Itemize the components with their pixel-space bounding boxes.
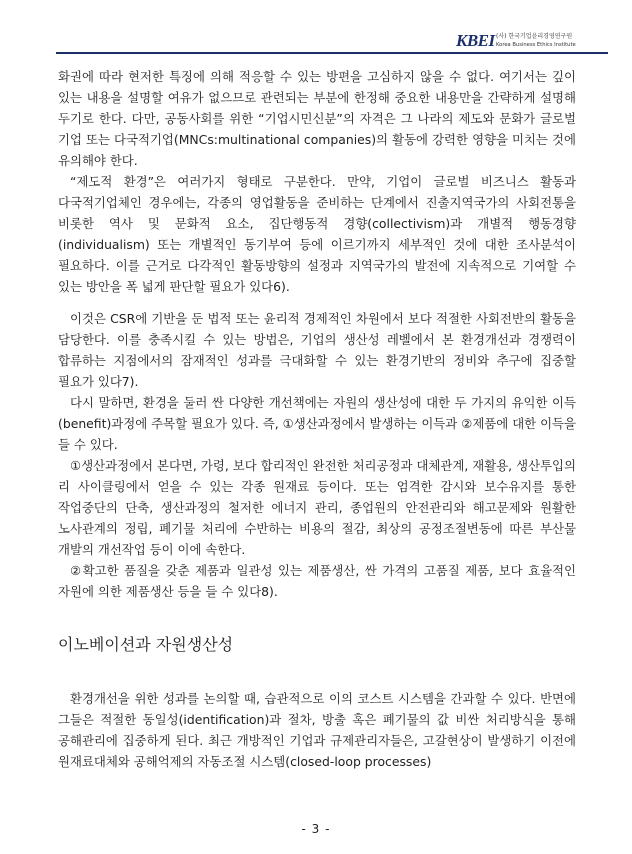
paragraph: 환경개선을 위한 성과를 논의할 때, 습관적으로 이의 코스트 시스템을 간과할 수 있다. 반면에 그들은 적절한 동일성(identification)과 절차, 방출 혹은 폐기물의 값 비싼 처리방식을 통해 공해관리에 집중하게 된다. 최근 개방적인 기업과 규제관리자들은, 고갈현상이 발생하기 이전에 원재료대체와 공해억제의 자동조절 시스템(closed-loop processes) xyxy=(58,691,576,769)
paragraph: 다시 말하면, 환경을 둘러 싼 다양한 개선책에는 자원의 생산성에 대한 두 가지의 유익한 이득(benefit)과정에 주목할 필요가 있다. 즉, ①생산과정에서 발생하는 이득과 ②제품에 대한 이득을 들 수 있다. xyxy=(58,395,576,452)
paragraph: 화권에 따라 현저한 특징에 의해 적응할 수 있는 방편을 고심하지 않을 수 없다. 여기서는 깊이 있는 내용을 설명할 여유가 없으므로 관련되는 부분에 한정해 중요한 내용만을 간략하게 설명해 두기로 한다. 다만, 공동사회를 위한 “기업시민신분”의 자격은 그 나라의 제도와 문화가 글로벌 기업 또는 다국적기업(MNCs:multinational companies)의 활동에 강력한 영향을 미치는 것에 유의해야 한다. xyxy=(58,69,576,168)
paragraph: “제도적 환경”은 여러가지 형태로 구분한다. 만약, 기업이 글로벌 비즈니스 활동과 다국적기업체인 경우에는, 각종의 영업활동을 준비하는 단계에서 진출지역국가의 사회전통을 비롯한 역사 및 문화적 요소, 집단행동적 경향(collectivism)과 개별적 행동경향(individualism) 또는 개별적인 동기부여 등에 이르기까지 세부적인 것에 대한 조사분석이 필요하다. 이를 근거로 다각적인 활동방향의 설정과 지역국가의 발전에 지속적으로 기여할 수 있는 방안을 폭 넓게 판단할 필요가 있다6). xyxy=(58,174,576,294)
paragraph: ②확고한 품질을 갖춘 제품과 일관성 있는 제품생산, 싼 가격의 고품질 제품, 보다 효율적인 자원에 의한 제품생산 등을 들 수 있다8). xyxy=(58,563,576,599)
header-logo xyxy=(456,30,606,52)
text-block-3 xyxy=(58,688,576,772)
text-block-2 xyxy=(58,308,576,602)
section-title: 이노베이션과 자원생산성 xyxy=(58,635,234,654)
text-block-1 xyxy=(58,66,576,297)
kbei-logo-mark: KBEI xyxy=(456,31,495,50)
header-rule xyxy=(56,52,608,54)
page-number: - 3 - xyxy=(301,822,331,836)
paragraph: 이것은 CSR에 기반을 둔 법적 또는 윤리적 경제적인 차원에서 보다 적절한 사회전반의 활동을 담당한다. 이를 충족시킬 수 있는 방법은, 기업의 생산성 레벨에서 본 환경개선과 경쟁력이 합류하는 지점에서의 잠재적인 성과를 극대화할 수 있는 환경기반의 정비와 추구에 집중할 필요가 있다7). xyxy=(58,311,576,389)
org-name-korean: (사) 한국기업윤리경영연구원 xyxy=(496,33,573,40)
paragraph: ①생산과정에서 본다면, 가령, 보다 합리적인 완전한 처리공정과 대체관계, 재활용, 생산투입의 리 사이클링에서 얻을 수 있는 각종 원재료 등이다. 또는 엄격한 감시와 보수유지를 통한 작업중단의 단축, 생산과정의 철저한 에너지 관리, 종업원의 안전관리와 해고문제와 원활한 노사관계의 정립, 폐기물 처리에 수반하는 비용의 절감, 최상의 공정조절변동에 따른 부산물 개발의 개선작업 등이 이에 속한다. xyxy=(58,458,576,557)
org-name-english: Korea Business Ethics Institute xyxy=(496,42,576,48)
